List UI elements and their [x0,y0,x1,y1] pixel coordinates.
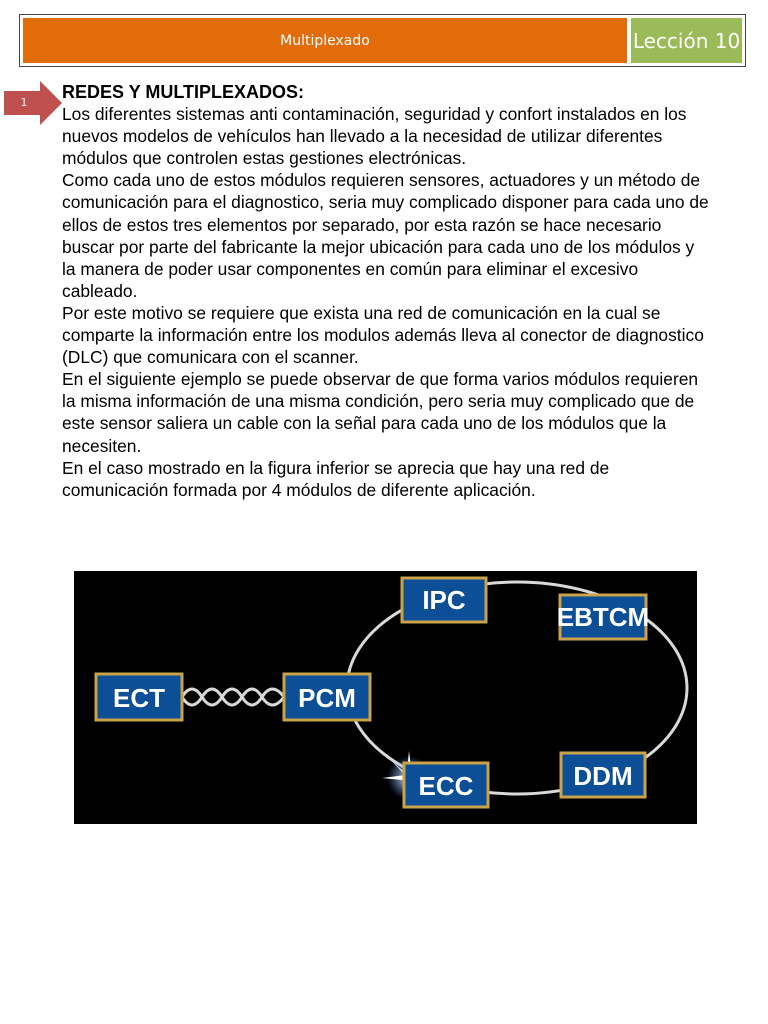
page-marker-number: 1 [20,95,28,109]
paragraph: Los diferentes sistemas anti contaminación, seguridad y confort instalados en los nuevos modelos de vehículos han llevado a la necesidad de utilizar diferentes módulos que controlen estas gestiones electrónicas. [62,104,687,169]
node-ebtcm [557,595,649,639]
section-title: REDES Y MULTIPLEXADOS: [62,82,305,102]
network-diagram [74,571,697,824]
paragraph: Como cada uno de estos módulos requieren sensores, actuadores y un método de comunicación para el diagnostico, seria muy complicado disponer para cada uno de ellos de estos tres elementos por separado, por esta razón se hace necesario buscar por parte del fabricante la mejor ubicación para cada uno de los módulos y la manera de poder usar componentes en común para eliminar el excesivo cableado. [62,170,709,301]
node-ect [96,674,182,720]
node-pcm [284,674,370,720]
node-label: ECT [113,683,165,713]
node-label: PCM [298,683,356,713]
node-ecc [404,763,488,807]
node-label: DDM [573,761,633,791]
node-label: ECC [418,771,474,801]
header-lesson: Lección 10 [631,18,742,63]
node-ipc [402,578,486,622]
document-body [62,81,712,501]
node-label: EBTCM [556,602,650,632]
paragraph: En el caso mostrado en la figura inferior se aprecia que hay una red de comunicación formada por 4 módulos de diferente aplicación. [62,457,610,500]
paragraph: En el siguiente ejemplo se puede observar de que forma varios módulos requieren la misma información de una misma condición, pero seria muy complicado que de este sensor saliera un cable con la señal para cada uno de los módulos que la necesiten. [62,369,699,456]
network-diagram-svg [74,571,697,824]
header-title: Multiplexado [23,18,627,63]
node-label: IPC [422,585,466,615]
node-ddm [561,753,645,797]
paragraph: Por este motivo se requiere que exista una red de comunicación en la cual se comparte la información entre los modulos además lleva al conector de diagnostico (DLC) que comunicara con el scanner. [62,302,704,368]
page-header [19,14,746,67]
twisted-pair-wire [182,689,284,705]
